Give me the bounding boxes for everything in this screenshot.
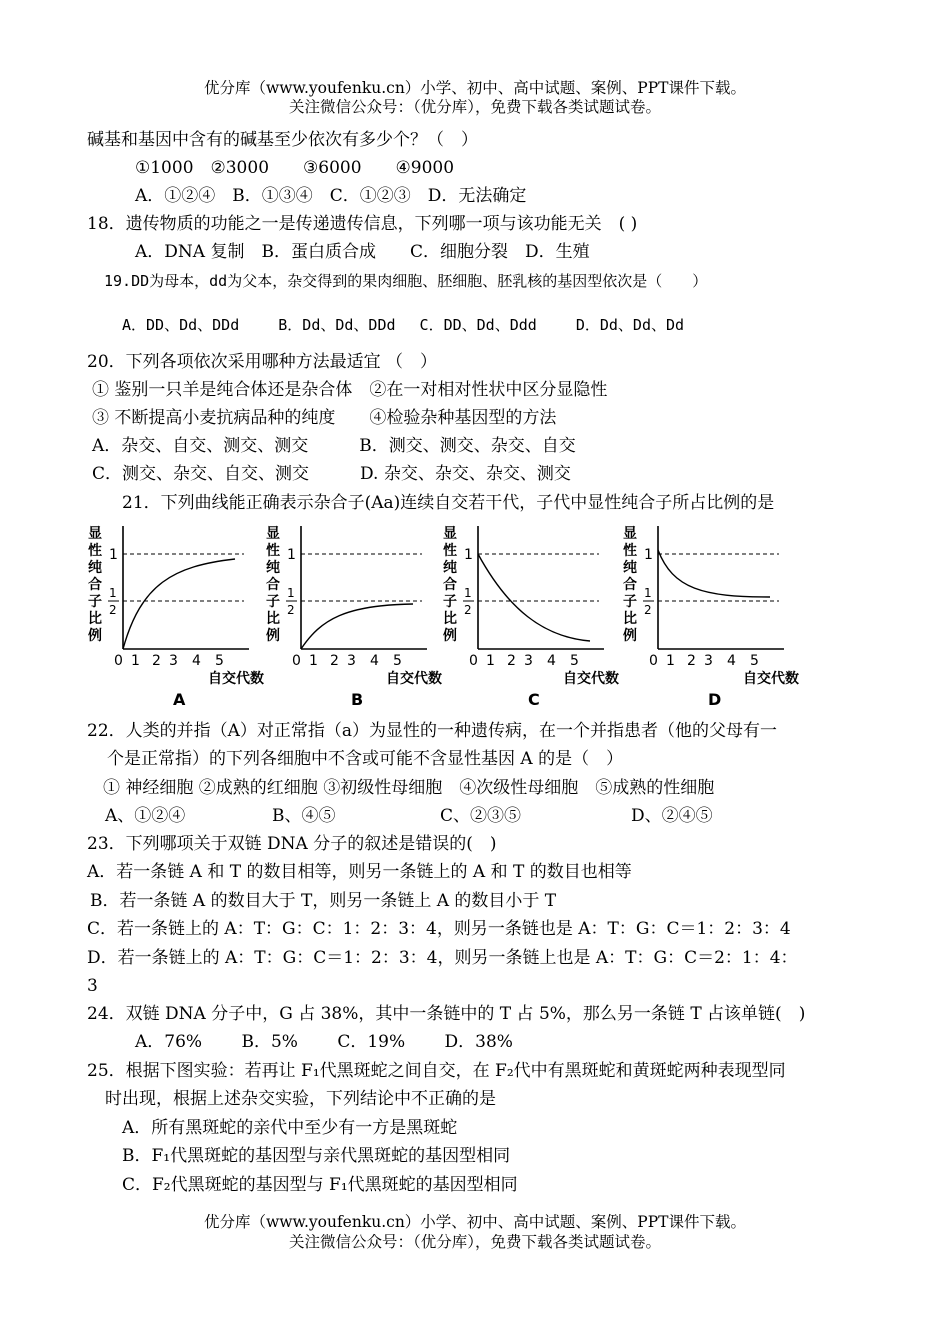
x-tick-label: 3: [704, 653, 713, 669]
header-line-2: 关注微信公众号：（优分库），免费下载各类试题试卷。: [288, 98, 661, 116]
x-tick-label: 3: [347, 653, 356, 669]
x-axis-label: 自交代数: [743, 671, 799, 687]
q25-option-b: B．F₁代黑斑蛇的基因型与亲代黑斑蛇的基因型相同: [122, 1146, 511, 1166]
q17-items: ①1000 ②3000 ③6000 ④9000: [135, 158, 455, 178]
q21-stem: 21．下列曲线能正确表示杂合子(Aa)连续自交若干代，子代中显性纯合子所占比例的是: [122, 493, 775, 513]
y-axis-label-char: 纯: [266, 560, 280, 576]
x-tick-label: 5: [570, 653, 579, 669]
x-tick-label: 1: [131, 653, 140, 669]
curve-b: [301, 604, 413, 649]
y-axis-label-char: 子: [623, 594, 637, 610]
x-tick-label: 2: [330, 653, 339, 669]
origin-label: 0: [649, 653, 658, 669]
q23-option-d-2: 3: [87, 976, 98, 996]
q22-items: ① 神经细胞 ②成熟的红细胞 ③初级性母细胞 ④次级性母细胞 ⑤成熟的性细胞: [103, 778, 715, 798]
y-axis-label-char: 纯: [623, 560, 637, 576]
tick-half-numerator: 1: [644, 586, 652, 600]
x-tick-label: 3: [169, 653, 178, 669]
x-tick-label: 2: [507, 653, 516, 669]
tick-one: 1: [644, 547, 653, 563]
q19-stem: 19.DD为母本，dd为父本，杂交得到的果肉细胞、胚细胞、胚乳核的基因型依次是（ ）: [104, 272, 708, 290]
y-axis-label-char: 子: [88, 594, 102, 610]
tick-half-denominator: 2: [464, 603, 472, 617]
graph-letter: D: [708, 690, 722, 708]
x-tick-label: 5: [393, 653, 402, 669]
q21-graph-c: [441, 518, 621, 708]
y-axis-label-char: 比: [623, 611, 637, 627]
x-axis-label: 自交代数: [386, 671, 442, 687]
x-tick-label: 2: [152, 653, 161, 669]
tick-half-numerator: 1: [464, 586, 472, 600]
q17-options: A．①②④ B．①③④ C．①②③ D．无法确定: [135, 186, 527, 206]
graph-letter: B: [351, 690, 364, 708]
q17-stem: 碱基和基因中含有的碱基至少依次有多少个？（ ）: [87, 130, 478, 150]
q21-graph-svg: [621, 518, 801, 708]
q23-option-c: C．若一条链上的 A：T：G：C：1：2：3：4，则另一条链也是 A：T：G：C＝1：2：3：4: [87, 919, 791, 939]
curve-d: [658, 550, 770, 597]
x-tick-label: 4: [727, 653, 736, 669]
x-axis-label: 自交代数: [208, 671, 264, 687]
tick-one: 1: [464, 547, 473, 563]
x-tick-label: 4: [192, 653, 201, 669]
x-axis-label: 自交代数: [563, 671, 619, 687]
y-axis-label-char: 纯: [443, 560, 457, 576]
y-axis-label-char: 例: [623, 628, 637, 644]
y-axis-label-char: 比: [443, 611, 457, 627]
q21-graph-svg: [86, 518, 266, 708]
curve-a: [123, 559, 235, 649]
q23-option-a: A．若一条链 A 和 T 的数目相等，则另一条链上的 A 和 T 的数目也相等: [87, 862, 632, 882]
y-axis-label-char: 合: [623, 577, 637, 593]
footer-line-1: 优分库（www.youfenku.cn）小学、初中、高中试题、案例、PPT课件下载。: [203, 1213, 747, 1231]
x-tick-label: 5: [750, 653, 759, 669]
q23-option-d-1: D．若一条链上的 A：T：G：C＝1：2：3：4，则另一条链上也是 A：T：G：C＝2：1：4：: [87, 948, 798, 968]
y-axis-label-char: 合: [88, 577, 102, 593]
y-axis-label-char: 性: [443, 543, 457, 559]
y-axis-label-char: 显: [623, 526, 637, 542]
q25-option-a: A．所有黑斑蛇的亲代中至少有一方是黑斑蛇: [122, 1118, 458, 1138]
q20-line-1: ① 鉴别一只羊是纯合体还是杂合体 ②在一对相对性状中区分显隐性: [92, 380, 608, 400]
q20-options-ab: A．杂交、自交、测交、测交 B．测交、测交、杂交、自交: [92, 436, 576, 456]
y-axis-label-char: 例: [443, 628, 457, 644]
q18-stem: 18．遗传物质的功能之一是传递遗传信息，下列哪一项与该功能无关 ( ): [87, 214, 638, 234]
q22-option-c: C、②③⑤: [440, 806, 522, 826]
y-axis-label-char: 子: [266, 594, 280, 610]
q25-stem-1: 25．根据下图实验：若再让 F₁代黑斑蛇之间自交，在 F₂代中有黑斑蛇和黄斑蛇两种表现型同: [87, 1061, 786, 1081]
q20-line-2: ③ 不断提高小麦抗病品种的纯度 ④检验杂种基因型的方法: [92, 408, 557, 428]
q22-option-a: A、①②④: [105, 806, 186, 826]
q21-graph-d: [621, 518, 801, 708]
tick-half-denominator: 2: [109, 603, 117, 617]
curve-c: [478, 554, 590, 641]
tick-half-denominator: 2: [287, 603, 295, 617]
q20-options-cd: C．测交、杂交、自交、测交 D. 杂交、杂交、杂交、测交: [92, 464, 571, 484]
q20-stem: 20．下列各项依次采用哪种方法最适宜 （ ）: [87, 352, 438, 372]
tick-half-numerator: 1: [109, 586, 117, 600]
q25-option-c: C．F₂代黑斑蛇的基因型与 F₁代黑斑蛇的基因型相同: [122, 1175, 518, 1195]
q21-graph-svg: [264, 518, 444, 708]
tick-half-numerator: 1: [287, 586, 295, 600]
q22-stem-2: 个是正常指）的下列各细胞中不含或可能不含显性基因 A 的是（ ）: [107, 749, 624, 769]
x-tick-label: 3: [524, 653, 533, 669]
x-tick-label: 4: [370, 653, 379, 669]
q22-option-d: D、②④⑤: [631, 806, 713, 826]
y-axis-label-char: 显: [88, 526, 102, 542]
graph-letter: C: [528, 690, 540, 708]
y-axis-label-char: 显: [443, 526, 457, 542]
y-axis-label-char: 例: [88, 628, 102, 644]
tick-half-denominator: 2: [644, 603, 652, 617]
y-axis-label-char: 合: [443, 577, 457, 593]
q22-stem-1: 22．人类的并指（A）对正常指（a）为显性的一种遗传病，在一个并指患者（他的父母有一: [87, 721, 778, 741]
q19-options: A．DD、Dd、DDd B．Dd、Dd、DDd C．DD、Dd、Ddd D．Dd、Dd、Dd: [122, 316, 685, 334]
x-tick-label: 4: [547, 653, 556, 669]
x-tick-label: 1: [486, 653, 495, 669]
q21-graph-a: [86, 518, 266, 708]
footer-line-2: 关注微信公众号：（优分库），免费下载各类试题试卷。: [288, 1233, 661, 1251]
q22-option-b: B、④⑤: [272, 806, 336, 826]
q23-stem: 23．下列哪项关于双链 DNA 分子的叙述是错误的( ): [87, 834, 497, 854]
y-axis-label-char: 比: [88, 611, 102, 627]
q25-stem-2: 时出现，根据上述杂交实验，下列结论中不正确的是: [105, 1089, 496, 1109]
q21-graph-svg: [441, 518, 621, 708]
q18-options: A．DNA 复制 B．蛋白质合成 C．细胞分裂 D．生殖: [135, 242, 590, 262]
x-tick-label: 5: [215, 653, 224, 669]
header-line-1: 优分库（www.youfenku.cn）小学、初中、高中试题、案例、PPT课件下载。: [203, 79, 747, 97]
q24-stem: 24．双链 DNA 分子中，G 占 38%，其中一条链中的 T 占 5%，那么另一条链 T 占该单链( ): [87, 1004, 806, 1024]
origin-label: 0: [114, 653, 123, 669]
y-axis-label-char: 合: [266, 577, 280, 593]
y-axis-label-char: 纯: [88, 560, 102, 576]
y-axis-label-char: 性: [266, 543, 280, 559]
q24-options: A．76% B．5% C．19% D．38%: [135, 1032, 513, 1052]
q23-option-b: B．若一条链 A 的数目大于 T，则另一条链上 A 的数目小于 T: [90, 891, 557, 911]
y-axis-label-char: 显: [266, 526, 280, 542]
y-axis-label-char: 性: [623, 543, 637, 559]
graph-letter: A: [173, 690, 186, 708]
x-tick-label: 1: [309, 653, 318, 669]
y-axis-label-char: 子: [443, 594, 457, 610]
y-axis-label-char: 例: [266, 628, 280, 644]
tick-one: 1: [287, 547, 296, 563]
tick-one: 1: [109, 547, 118, 563]
y-axis-label-char: 性: [88, 543, 102, 559]
origin-label: 0: [469, 653, 478, 669]
y-axis-label-char: 比: [266, 611, 280, 627]
origin-label: 0: [292, 653, 301, 669]
x-tick-label: 2: [687, 653, 696, 669]
x-tick-label: 1: [666, 653, 675, 669]
q21-graph-b: [264, 518, 444, 708]
